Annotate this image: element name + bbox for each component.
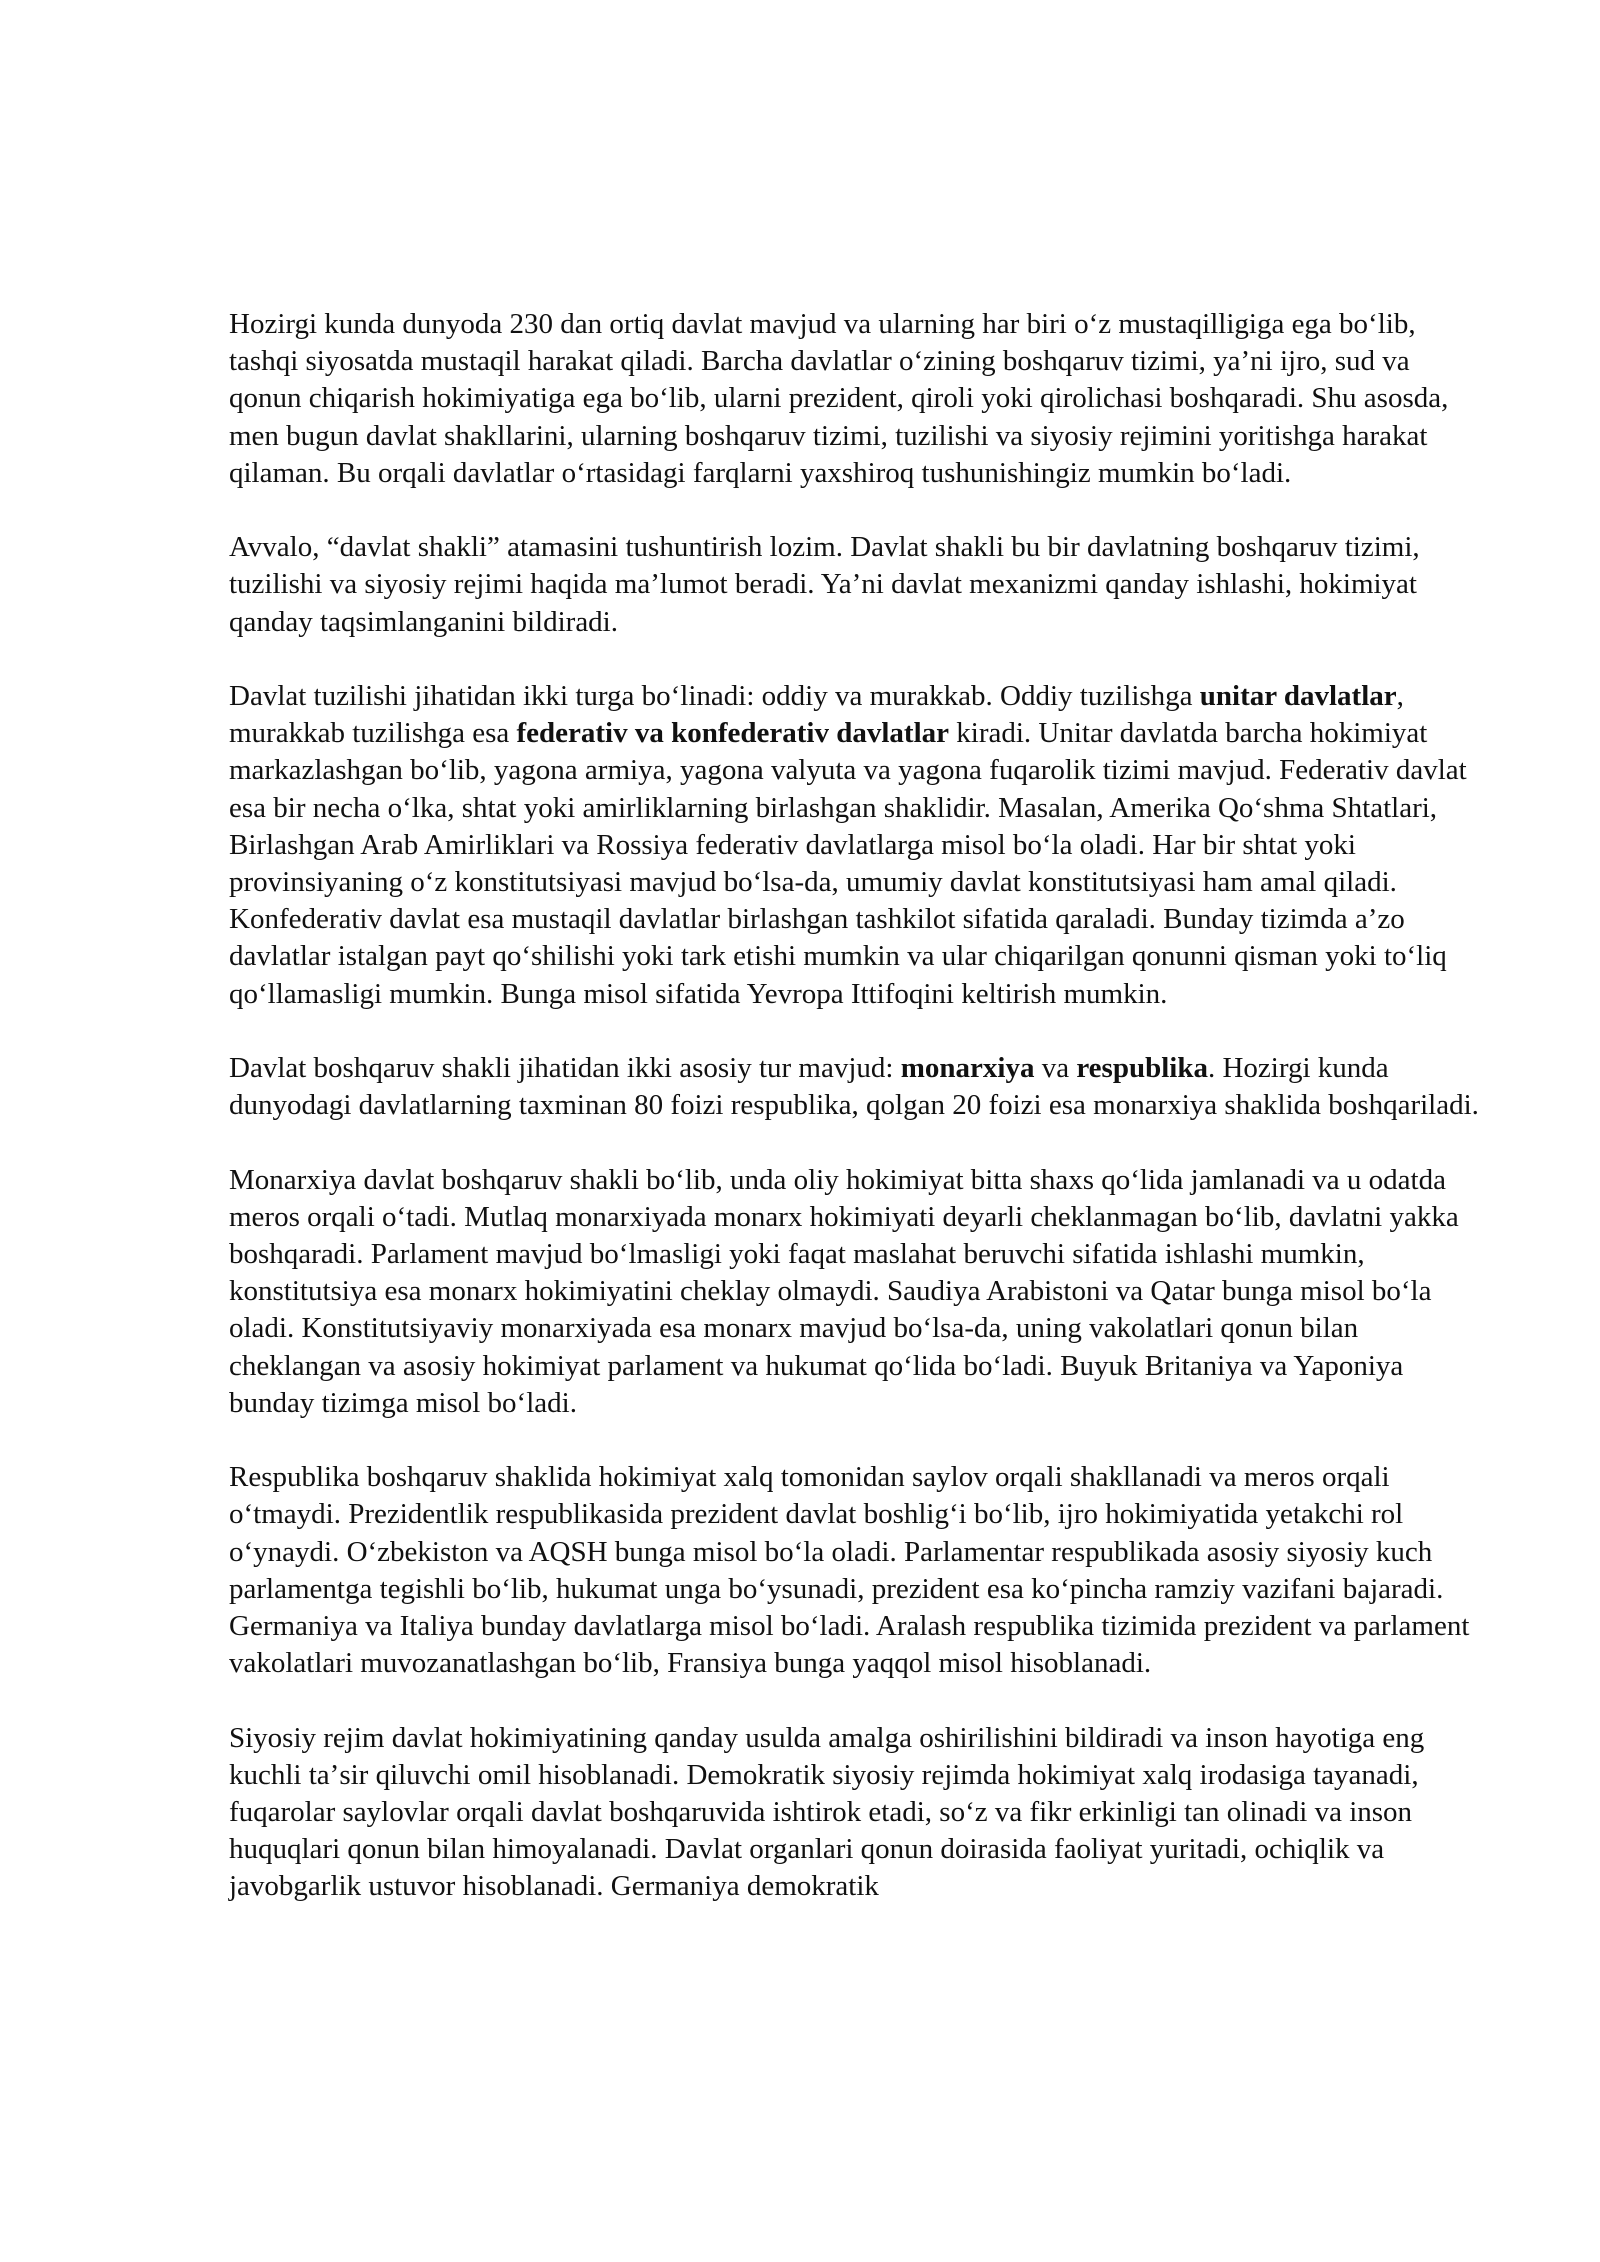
paragraph-republic <box>229 1459 1484 1682</box>
paragraph-governance-forms <box>229 1050 1484 1124</box>
document-body <box>229 306 1484 1906</box>
text-run: Siyosiy rejim davlat hokimiyatining qanday usulda amalga oshirilishini bildiradi va inson hayotiga eng kuchli taʼsir qiluvchi omil hisoblanadi. Demokratik siyosiy rejimda hokimiyat xalq irodasiga tayanadi, fuqarolar saylovlar orqali davlat boshqaruvida ishtirok etadi, soʻz va fikr erkinligi tan olinadi va inson huquqlari qonun bilan himoyalanadi. Davlat organlari qonun doirasida faoliyat yuritadi, ochiqlik va javobgarlik ustuvor hisoblanadi. Germaniya demokratik <box>229 1721 1425 1903</box>
text-run: kiradi. Unitar davlatda barcha hokimiyat markazlashgan boʻlib, yagona armiya, yagona valyuta va yagona fuqarolik tizimi mavjud. Federativ davlat esa bir necha oʻlka, shtat yoki amirliklarning birlashgan shaklidir. Masalan, Amerika Qoʻshma Shtatlari, Birlashgan Arab Amirliklari va Rossiya federativ davlatlarga misol boʻla oladi. Har bir shtat yoki provinsiyaning oʻz konstitutsiyasi mavjud boʻlsa-da, umumiy davlat konstitutsiyasi ham amal qiladi. Konfederativ davlat esa mustaqil davlatlar birlashgan tashkilot sifatida qaraladi. Bunday tizimda aʼzo davlatlar istalgan payt qoʻshilishi yoki tark etishi mumkin va ular chiqarilgan qonunni qisman yoki toʻliq qoʻllamasligi mumkin. Bunga misol sifatida Yevropa Ittifoqini keltirish mumkin. <box>229 717 1467 1010</box>
paragraph-intro <box>229 306 1484 492</box>
paragraph-political-regime <box>229 1720 1484 1906</box>
text-run: Davlat tuzilishi jihatidan ikki turga boʻlinadi: oddiy va murakkab. Oddiy tuzilishga <box>229 680 1200 712</box>
text-run: Respublika boshqaruv shaklida hokimiyat xalq tomonidan saylov orqali shakllanadi va meros orqali oʻtmaydi. Prezidentlik respublikasida prezident davlat boshligʻi boʻlib, ijro hokimiyatida yetakchi rol oʻynaydi. Oʻzbekiston va AQSH bunga misol boʻla oladi. Parlamentar respublikada asosiy siyosiy kuch parlamentga tegishli boʻlib, hukumat unga boʻysunadi, prezident esa koʻpincha ramziy vazifani bajaradi. Germaniya va Italiya bunday davlatlarga misol boʻladi. Aralash respublika tizimida prezident va parlament vakolatlari muvozanatlashgan boʻlib, Fransiya bunga yaqqol misol hisoblanadi. <box>229 1461 1470 1680</box>
bold-term-monarchy: monarxiya <box>900 1052 1035 1085</box>
paragraph-state-structure <box>229 678 1484 1013</box>
text-run: Avvalo, “davlat shakli” atamasini tushuntirish lozim. Davlat shakli bu bir davlatning boshqaruv tizimi, tuzilishi va siyosiy rejimi haqida maʼlumot beradi. Yaʼni davlat mexanizmi qanday ishlashi, hokimiyat qanday taqsimlanganini bildiradi. <box>229 531 1420 638</box>
text-run: Hozirgi kunda dunyoda 230 dan ortiq davlat mavjud va ularning har biri oʻz mustaqilligiga ega boʻlib, tashqi siyosatda mustaqil harakat qiladi. Barcha davlatlar oʻzining boshqaruv tizimi, yaʼni ijro, sud va qonun chiqarish hokimiyatiga ega boʻlib, ularni prezident, qiroli yoki qirolichasi boshqaradi. Shu asosda, men bugun davlat shakllarini, ularning boshqaruv tizimi, tuzilishi va siyosiy rejimini yoritishga harakat qilaman. Bu orqali davlatlar oʻrtasidagi farqlarni yaxshiroq tushunishingiz mumkin boʻladi. <box>229 308 1449 489</box>
paragraph-monarchy <box>229 1162 1484 1422</box>
paragraph-state-form-definition <box>229 529 1484 641</box>
text-run: Davlat boshqaruv shakli jihatidan ikki asosiy tur mavjud: <box>229 1052 901 1085</box>
bold-term-federal-confederal-states: federativ va konfederativ davlatlar <box>516 717 950 750</box>
text-run: , murakkab tuzilishga esa <box>229 680 1404 750</box>
bold-term-republic: respublika <box>1076 1052 1208 1085</box>
text-run: Monarxiya davlat boshqaruv shakli boʻlib, unda oliy hokimiyat bitta shaxs qoʻlida jamlanadi va u odatda meros orqali oʻtadi. Mutlaq monarxiyada monarx hokimiyati deyarli cheklanmagan boʻlib, davlatni yakka boshqaradi. Parlament mavjud boʻlmasligi yoki faqat maslahat beruvchi sifatida ishlashi mumkin, konstitutsiya esa monarx hokimiyatini cheklay olmaydi. Saudiya Arabistoni va Qatar bunga misol boʻla oladi. Konstitutsiyaviy monarxiyada esa monarx mavjud boʻlsa-da, uning vakolatlari qonun bilan cheklangan va asosiy hokimiyat parlament va hukumat qoʻlida boʻladi. Buyuk Britaniya va Yaponiya bunday tizimga misol boʻladi. <box>229 1163 1459 1419</box>
text-run: va <box>1034 1052 1077 1085</box>
text-run: . Hozirgi kunda dunyodagi davlatlarning taxminan 80 foizi respublika, qolgan 20 foizi esa monarxiya shaklida boshqariladi. <box>229 1052 1479 1122</box>
bold-term-unitary-states: unitar davlatlar <box>1199 680 1397 712</box>
